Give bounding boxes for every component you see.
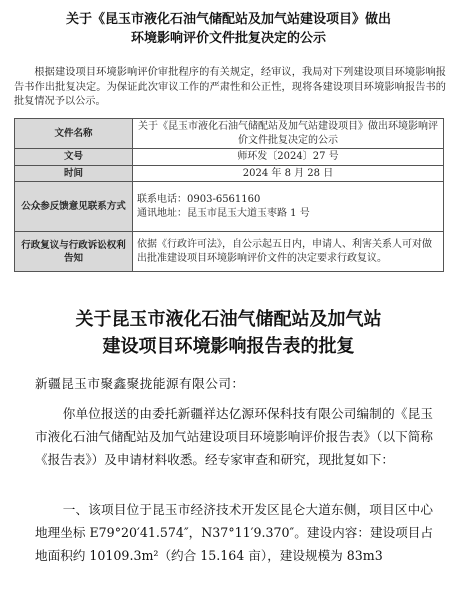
contact-address: 通讯地址：昆玉市昆玉大道玉枣路 1 号 [137, 207, 310, 219]
contact-phone: 联系电话：0903-6561160 [137, 194, 261, 205]
approval-title [10, 306, 447, 360]
approval-addressee: 新疆昆玉市聚鑫聚拢能源有限公司： [35, 376, 245, 391]
notice-title-line1: 关于《昆玉市液化石油气储配站及加气站建设项目》做出 [65, 12, 391, 27]
table-value-doc-number: 师环发〔2024〕27 号 [133, 149, 444, 166]
approval-paragraph-1: 你单位报送的由委托新疆祥达亿源环保科技有限公司编制的《昆玉市液化石油气储配站及加气站建设项目环境影响评价报告表》（以下简称《报告表》）及申请材料收悉。经专家审查和研究，现批复如下： [35, 406, 433, 467]
table-row [15, 149, 444, 166]
approval-paragraph-2: 一、该项目位于昆玉市经济技术开发区昆仑大道东侧，项目区中心地理坐标 E79°20′41.574″，N37°11′9.370″。建设内容：建设项目占地面积约 10109.3m²（约合 15.164 亩），建设规模为 83m3 [35, 502, 433, 563]
table-row [15, 182, 444, 232]
table-key-doc-number: 文号 [15, 149, 133, 166]
table-row [15, 232, 444, 272]
table-key-rights: 行政复议与行政诉讼权利告知 [15, 232, 133, 272]
table-value-file-name: 关于《昆玉市液化石油气储配站及加气站建设项目》做出环境影响评价文件批复决定的公示 [133, 119, 444, 149]
table-key-time: 时间 [15, 165, 133, 182]
notice-title [10, 10, 447, 48]
table-value-rights: 依据《行政许可法》，自公示起五日内，申请人、利害关系人可对做出批准建设项目环境影响评价文件的决定要求行政复议。 [133, 232, 444, 272]
notice-info-table [14, 118, 444, 272]
table-row [15, 165, 444, 182]
notice-intro: 根据建设项目环境影响评价审批程序的有关规定，经审议，我局对下列建设项目环境影响报告书作出批复决定。为保证此次审议工作的严肃性和公正性，现将各建设项目环境影响报告书的批复情况予以公示。 [14, 67, 446, 107]
table-value-contact [133, 182, 444, 232]
notice-title-line2: 环境影响评价文件批复决定的公示 [130, 31, 326, 46]
table-key-file-name: 文件名称 [15, 119, 133, 149]
approval-title-line2: 建设项目环境影响报告表的批复 [102, 336, 355, 357]
table-key-contact: 公众参反馈意见联系方式 [15, 182, 133, 232]
table-value-time: 2024 年 8 月 28 日 [133, 165, 444, 182]
table-row [15, 119, 444, 149]
approval-title-line1: 关于昆玉市液化石油气储配站及加气站 [75, 309, 382, 330]
